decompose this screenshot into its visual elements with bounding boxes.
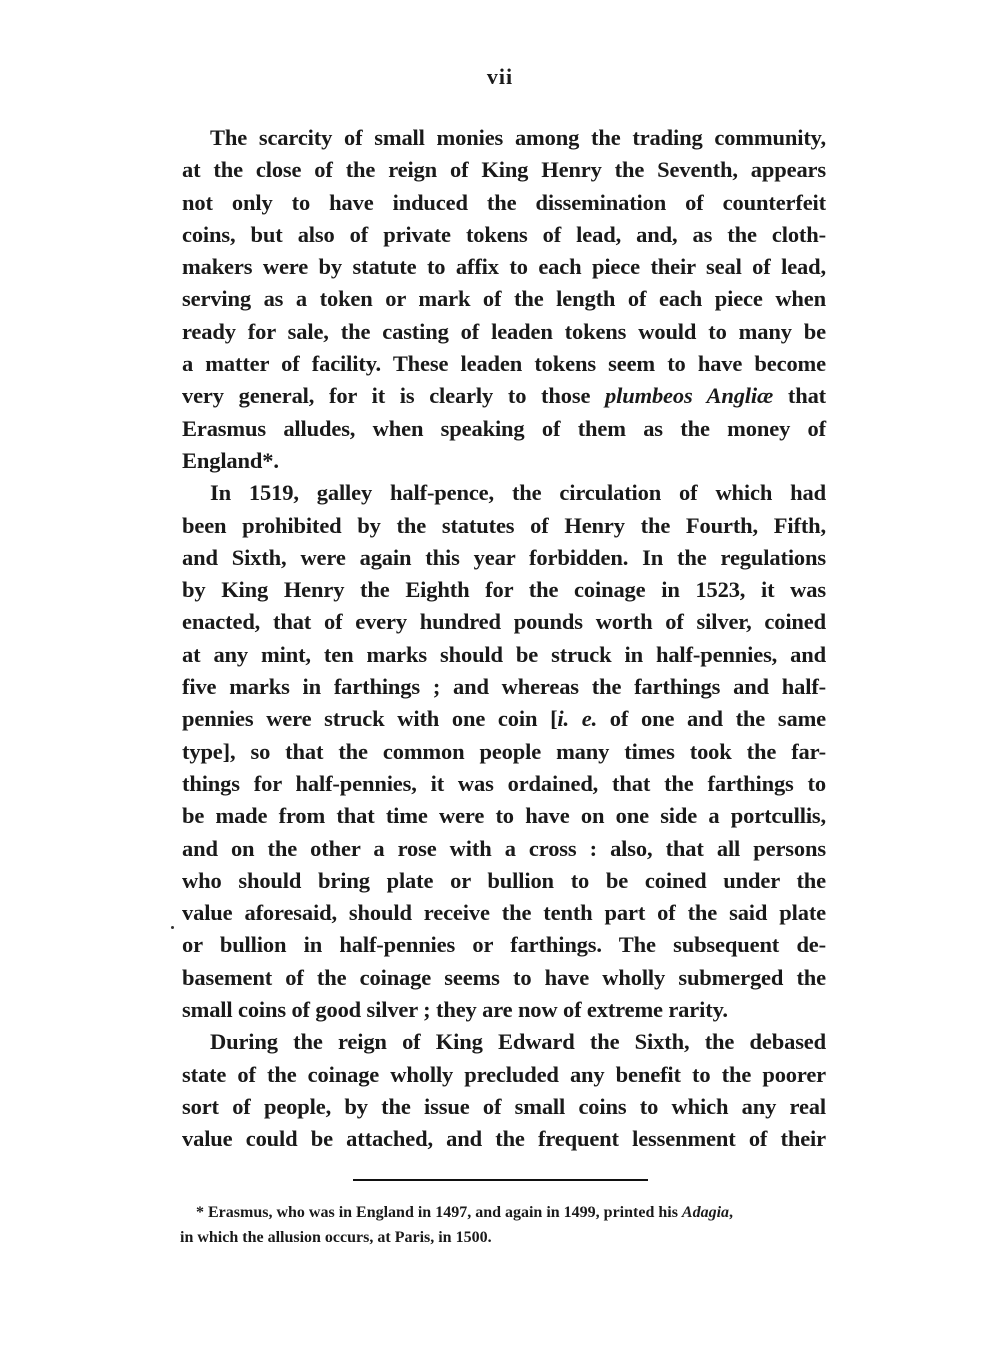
text-line: During the reign of King Edward the Sixth, the debased [210, 1029, 826, 1055]
text-line: a matter of facility. These leaden tokens seem to have become [182, 351, 826, 377]
text-line: not only to have induced the dissemination of counterfeit [182, 189, 826, 215]
footnote-text: * Erasmus, who was in England in 1497, and again in 1499, printed his [196, 1204, 682, 1221]
footnote-line-2: in which the allusion occurs, at Paris, in 1500. [180, 1229, 492, 1246]
text-line: five marks in farthings ; and whereas the farthings and half- [182, 674, 826, 700]
text-line: things for half-pennies, it was ordained, that the farthings to [182, 770, 826, 796]
text-line [182, 380, 826, 412]
text-segment: pennies were struck with one coin [ [182, 706, 558, 732]
text-line: enacted, that of every hundred pounds worth of silver, coined [182, 609, 826, 635]
text-line: small coins of good silver ; they are now of extreme rarity. [182, 997, 728, 1023]
text-line: state of the coinage wholly precluded any benefit to the poorer [182, 1061, 826, 1087]
text-line: be made from that time were to have on one side a portcullis, [182, 803, 826, 829]
text-segment: very general, for it is clearly to those [182, 383, 606, 409]
text-line: value aforesaid, should receive the tenth part of the said plate [182, 900, 826, 926]
footnote-line-1 [180, 1200, 830, 1225]
text-line: England*. [182, 447, 279, 473]
italic-phrase: plumbeos Angliæ [605, 383, 774, 409]
text-line: at the close of the reign of King Henry the Seventh, appears [182, 157, 826, 183]
footnote [180, 1200, 830, 1250]
text-line: In 1519, galley half-pence, the circulation of which had [210, 480, 826, 506]
text-line: at any mint, ten marks should be struck in half-pennies, and [182, 641, 826, 667]
text-line: who should bring plate or bullion to be coined under the [182, 867, 826, 893]
text-line [182, 703, 826, 735]
footnote-text: , [729, 1204, 734, 1221]
text-line: sort of people, by the issue of small coins to which any real [182, 1093, 826, 1119]
text-line: basement of the coinage seems to have wholly submerged the [182, 964, 826, 990]
text-line: type], so that the common people many times took the far- [182, 738, 826, 764]
text-line: and on the other a rose with a cross : also, that all persons [182, 835, 826, 861]
text-line: serving as a token or mark of the length of each piece when [182, 286, 826, 312]
text-segment: of one and the same [597, 706, 827, 732]
text-line: or bullion in half-pennies or farthings. The subsequent de- [182, 932, 826, 958]
text-line: by King Henry the Eighth for the coinage in 1523, it was [182, 577, 826, 603]
text-line: ready for sale, the casting of leaden tokens would to many be [182, 318, 826, 344]
scan-artifact-dot [171, 926, 174, 929]
body-text [182, 122, 826, 1156]
text-line: value could be attached, and the frequent lessenment of their [182, 1126, 826, 1152]
text-segment: that [773, 383, 827, 409]
text-line: been prohibited by the statutes of Henry the Fourth, Fifth, [182, 512, 826, 538]
text-line: makers were by statute to affix to each piece their seal of lead, [182, 254, 826, 280]
footnote-rule [353, 1179, 648, 1181]
italic-phrase: i. e. [557, 706, 598, 732]
footnote-italic-title: Adagia [681, 1204, 730, 1221]
text-line: The scarcity of small monies among the trading community, [210, 125, 826, 150]
text-line: and Sixth, were again this year forbidden. In the regulations [182, 544, 826, 570]
page-number: vii [486, 64, 514, 89]
text-line: coins, but also of private tokens of lead, and, as the cloth- [182, 221, 826, 247]
text-line: Erasmus alludes, when speaking of them as the money of [182, 415, 826, 441]
